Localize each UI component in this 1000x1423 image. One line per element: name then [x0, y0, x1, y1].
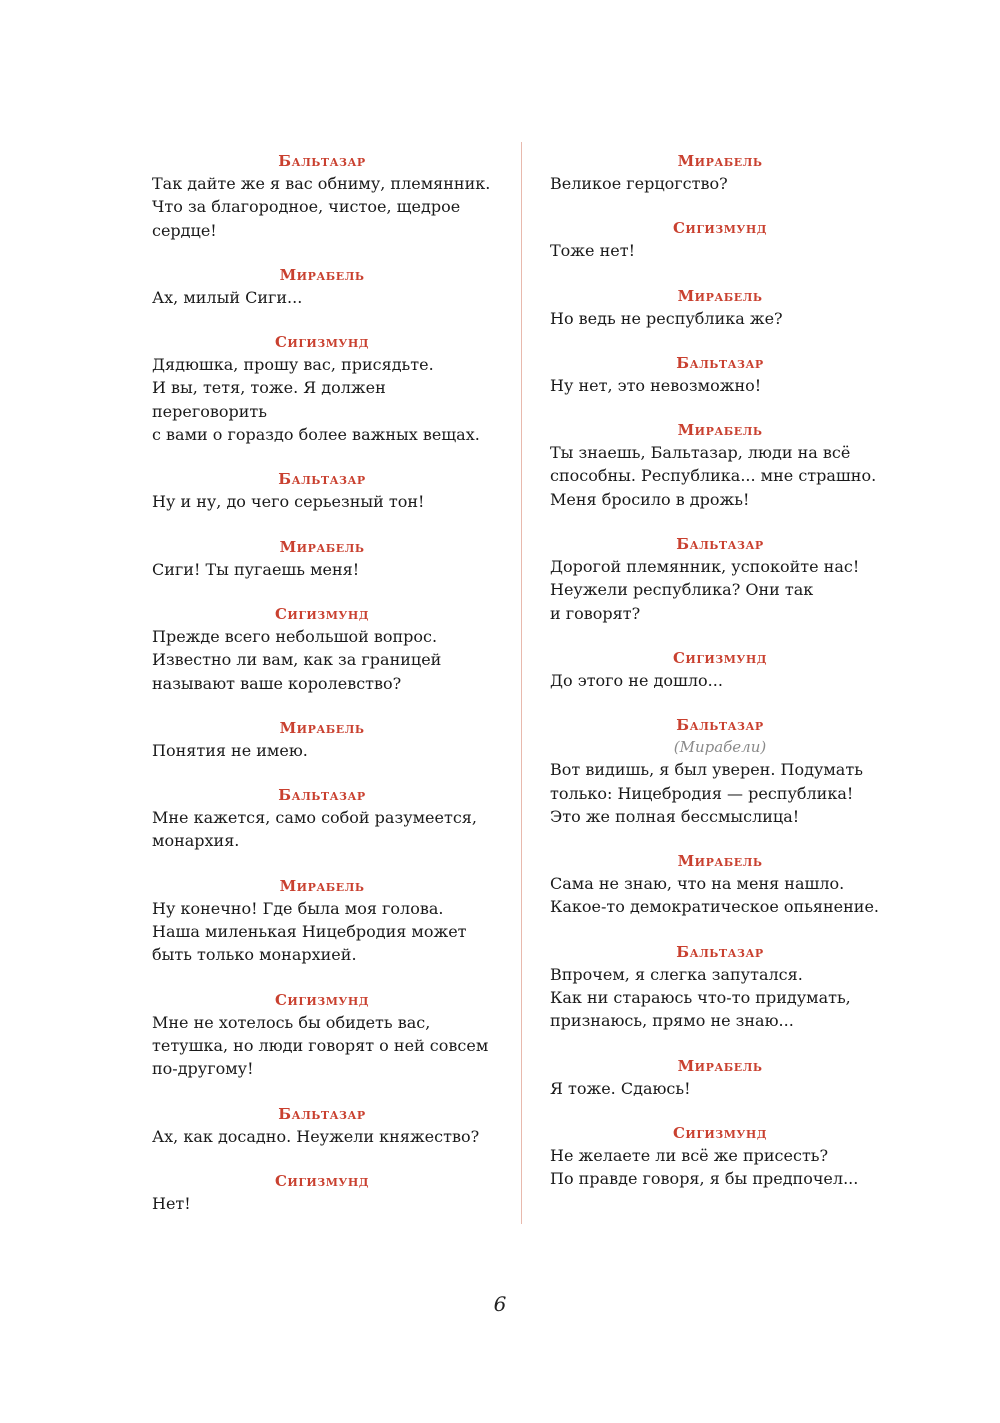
- speech-text: Я тоже. Сдаюсь!: [550, 1078, 691, 1098]
- speech-text: Не желаете ли всё же присесть? По правде говоря, я бы предпочел...: [550, 1145, 859, 1189]
- speech-text: Сиги! Ты пугаешь меня!: [152, 559, 360, 579]
- speech-text: Дядюшка, прошу вас, присядьте. И вы, тетя, тоже. Я должен переговорить с вами о гораздо более важных вещах.: [152, 355, 480, 445]
- dialogue-line: [550, 1122, 890, 1191]
- speech-text: Мне кажется, само собой разумеется, монархия.: [152, 808, 477, 851]
- speaker-name: Бальтазар: [278, 786, 366, 805]
- dialogue-line: [152, 331, 492, 446]
- stage-direction: (Мирабели): [673, 738, 767, 757]
- left-column: [152, 150, 492, 1237]
- speaker-name: Сигизмунд: [672, 648, 768, 667]
- dialogue-line: [152, 717, 492, 762]
- dialogue-line: [550, 850, 890, 919]
- dialogue-line: [152, 784, 492, 853]
- speech-text: Великое герцогство?: [550, 174, 728, 193]
- dialogue-line: [550, 1055, 890, 1100]
- speech-text: Понятия не имею.: [152, 740, 308, 760]
- dialogue-line: [550, 150, 890, 195]
- dialogue-line: [152, 1103, 492, 1148]
- dialogue-line: [550, 647, 890, 692]
- speech-text: Так дайте же я вас обниму, племянник. Что за благородное, чистое, щедрое сердце!: [152, 174, 491, 240]
- dialogue-line: [550, 533, 890, 625]
- speech-text: Прежде всего небольшой вопрос. Известно ли вам, как за границей называют ваше королевство?: [152, 626, 442, 693]
- speaker-name: Сигизмунд: [672, 219, 768, 238]
- speaker-name: Мирабель: [279, 265, 365, 284]
- speaker-name: Мирабель: [677, 152, 763, 170]
- dialogue-line: [152, 989, 492, 1081]
- dialogue-line: [152, 536, 492, 581]
- speaker-name: Мирабель: [677, 286, 763, 305]
- dialogue-line: [152, 468, 492, 513]
- speech-text: Ах, как досадно. Неужели княжество?: [152, 1126, 480, 1146]
- speech-text: Мне не хотелось бы обидеть вас, тетушка, но люди говорят о ней совсем по-другому!: [152, 1012, 489, 1079]
- dialogue-line: [550, 217, 890, 262]
- speaker-name: Мирабель: [677, 852, 763, 871]
- speaker-name: Мирабель: [677, 1056, 763, 1075]
- speech-text: Ах, милый Сиги...: [152, 287, 303, 307]
- speech-text: Ну и ну, до чего серьезный тон!: [152, 492, 425, 512]
- dialogue-line: [550, 352, 890, 397]
- speaker-name: Сигизмунд: [274, 990, 370, 1009]
- speech-text: Тоже нет!: [550, 241, 635, 261]
- speech-text: Дорогой племянник, успокойте нас! Неужели республика? Они так и говорят?: [550, 557, 860, 623]
- speaker-name: Сигизмунд: [274, 604, 370, 623]
- speaker-name: Бальтазар: [676, 535, 764, 554]
- dialogue-line: [152, 1170, 492, 1215]
- speech-text: Ты знаешь, Бальтазар, люди на всё способны. Республика... мне страшно. Меня бросило в дрожь!: [550, 443, 877, 509]
- speaker-name: Бальтазар: [278, 152, 366, 170]
- dialogue-line: [550, 285, 890, 330]
- speech-text: Сама не знаю, что на меня нашло. Какое-то демократическое опьянение.: [550, 874, 880, 917]
- dialogue-line: [152, 150, 492, 242]
- speaker-name: Сигизмунд: [274, 1171, 370, 1190]
- speaker-name: Мирабель: [279, 876, 365, 895]
- dialogue-line: [550, 941, 890, 1033]
- speech-text: Вот видишь, я был уверен. Подумать только: Ницебродия — республика! Это же полная бессмыслица!: [550, 760, 863, 826]
- speaker-name: Сигизмунд: [274, 333, 370, 352]
- speaker-name: Мирабель: [279, 718, 365, 737]
- speaker-name: Бальтазар: [676, 353, 764, 372]
- speaker-name: Мирабель: [279, 537, 365, 556]
- column-divider: [521, 142, 522, 1224]
- speech-text: Ну конечно! Где была моя голова. Наша миленькая Ницебродия может быть только монархией.: [152, 898, 467, 965]
- speaker-name: Мирабель: [677, 421, 763, 440]
- speech-text: Ну нет, это невозможно!: [550, 375, 762, 395]
- speaker-name: Сигизмунд: [672, 1123, 768, 1142]
- dialogue-line: [152, 264, 492, 309]
- speaker-name: Бальтазар: [278, 470, 366, 489]
- page-number: 6: [493, 1292, 507, 1316]
- dialogue-line: [550, 714, 890, 828]
- right-column: [550, 150, 890, 1213]
- speech-text: До этого не дошло...: [550, 670, 723, 690]
- dialogue-line: [152, 875, 492, 967]
- speech-text: Впрочем, я слегка запутался. Как ни стараюсь что-то придумать, признаюсь, прямо не знаю...: [550, 964, 851, 1031]
- speech-text: Нет!: [152, 1193, 191, 1213]
- speaker-name: Бальтазар: [676, 942, 764, 961]
- speaker-name: Бальтазар: [676, 716, 764, 735]
- dialogue-line: [550, 419, 890, 511]
- speaker-name: Бальтазар: [278, 1104, 366, 1123]
- dialogue-line: [152, 603, 492, 695]
- speech-text: Но ведь не республика же?: [550, 308, 783, 328]
